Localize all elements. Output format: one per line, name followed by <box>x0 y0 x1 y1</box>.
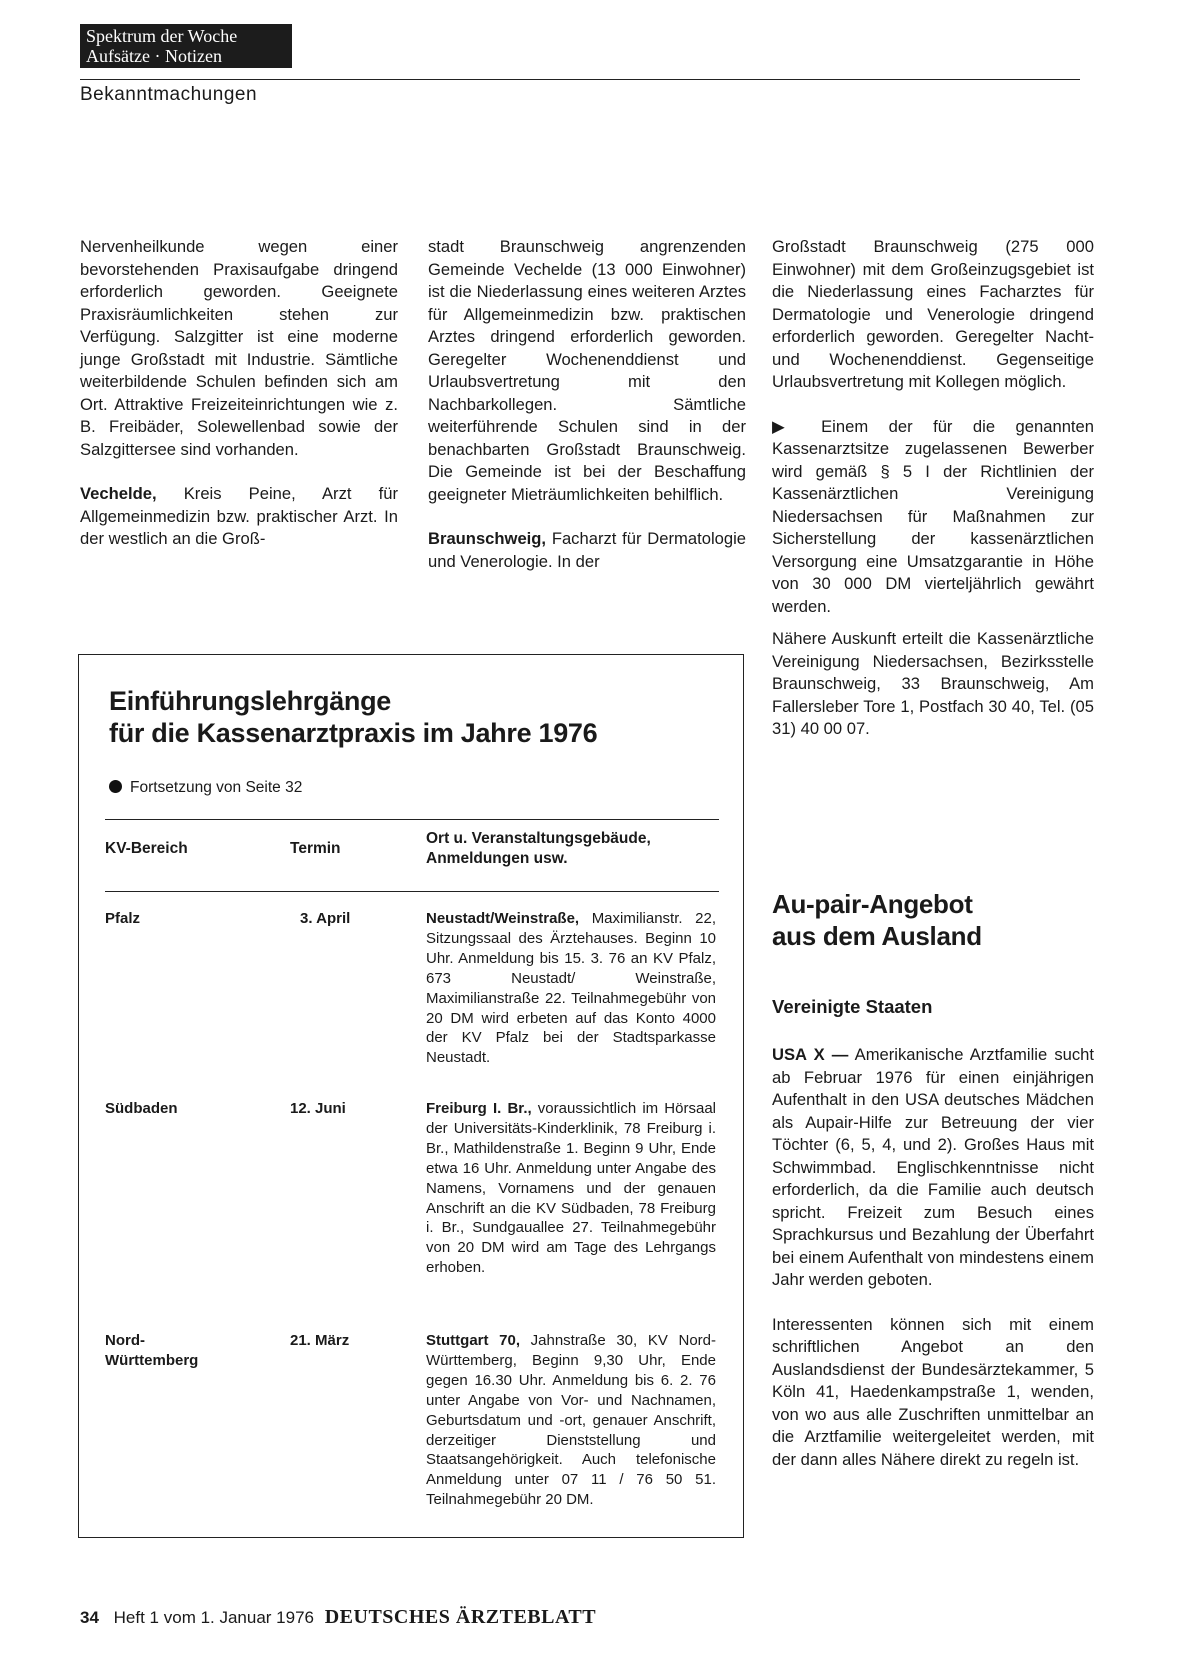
table-row-ort <box>426 1331 716 1510</box>
aupair-title-line-1: Au-pair-Angebot <box>772 889 973 919</box>
aupair-title-line-2: aus dem Ausland <box>772 921 982 951</box>
col1-paragraph-2 <box>80 483 398 551</box>
box-title-line-1: Einführungslehrgänge <box>109 686 392 716</box>
table-row-termin: 12. Juni <box>290 1100 346 1117</box>
aupair-paragraph-2: Interessenten können sich mit einem schriftlichen Angebot an den Auslandsdienst der Bundesärztekammer, 5 Köln 41, Haedenkampstraße 1, wenden, von wo aus alle Zuschriften unmittelbar an die Arztfamilie weitergeleitet werden, mit der dann alles Nähere direkt zu regeln ist. <box>772 1314 1094 1469</box>
column-header-ort <box>426 829 651 869</box>
table-row-ort <box>426 1099 716 1278</box>
table-row-kv-line-2: Württemberg <box>105 1351 199 1369</box>
aupair-subtitle: Vereinigte Staaten <box>772 996 933 1017</box>
course-box <box>78 654 744 1538</box>
magazine-title: DEUTSCHES ÄRZTEBLATT <box>324 1606 597 1628</box>
aupair-paragraph-1-text: Amerikanische Arztfamilie sucht ab Februar 1976 für einen einjährigen Aufenthalt in den USA deutsches Mädchen als Aupair-Hilfe zur Betreuung der vier Töchter (6, 5, 4, und 2). Großes Haus mit Schwimmbad. Englischkenntnisse nicht erforderlich, da die Familie auch deutsch spricht. Freizeit zum Besuch eines Sprachkursus und Bezahlung der Überfahrt bei einem Aufenthalt von mindestens einem Jahr werden geboten. <box>772 1045 1094 1289</box>
table-top-rule <box>105 819 719 820</box>
badge-line-1: Spektrum der Woche <box>86 26 238 46</box>
issue-info: Heft 1 vom 1. Januar 1976 <box>113 1608 314 1627</box>
col2-paragraph-2-text: Facharzt für Dermatologie und Venerologie. In der <box>428 529 746 571</box>
badge-line-2: Aufsätze · Notizen <box>86 46 222 66</box>
table-row-ort-place: Stuttgart 70, <box>426 1332 520 1349</box>
triangle-marker-icon: ▶ <box>772 416 801 436</box>
column-2 <box>428 236 746 573</box>
page-footer <box>80 1606 596 1629</box>
col3-paragraph-2-text: Einem der für die genannten Kassenarztsitze zugelassenen Bewerber wird gemäß § 5 I der Richtlinien der Kassenärztlichen Vereinigung Niedersachsen für Maßnahmen zur Sicherstellung der kassenärztlichen Versorgung eine Umsatzgarantie in Höhe von 30 000 DM vierteljährlich gewährt werden. <box>772 416 1094 616</box>
col2-paragraph-1: stadt Braunschweig angrenzenden Gemeinde Vechelde (13 000 Einwohner) ist die Niederlassung eines weiteren Arztes für Allgemeinmedizin bzw. praktischen Arztes dringend erforderlich geworden. Geregelter Wochenenddienst und Urlaubsvertretung mit den Nachbarkollegen. Sämtliche weiterführende Schulen sind in der benachbarten Großstadt Braunschweig. Die Gemeinde ist bei der Beschaffung geeigneter Mieträumlichkeiten behilflich. <box>428 237 746 504</box>
col1-paragraph-2-text: Kreis Peine, Arzt für Allgemeinmedizin bzw. praktischer Arzt. In der westlich an die Groß- <box>80 484 398 548</box>
bullet-dot-icon <box>109 780 122 793</box>
aupair-paragraph-1 <box>772 1044 1094 1292</box>
column-1 <box>80 236 398 551</box>
aupair-code: USA X — <box>772 1045 849 1064</box>
column-header-termin: Termin <box>290 840 341 857</box>
column-3 <box>772 236 1094 741</box>
col1-paragraph-1: Nervenheilkunde wegen einer bevorstehenden Praxisaufgabe dringend erforderlich geworden. Geeignete Praxisräumlichkeiten stehen zur Verfügung. Salzgitter ist eine moderne junge Großstadt mit Industrie. Sämtliche weiterbildende Schulen befinden sich am Ort. Attraktive Freizeiteinrichtungen wie z. B. Freibäder, Solewellenbad sowie der Salzgittersee sind vorhanden. <box>80 237 398 459</box>
box-title-line-2: für die Kassenarztpraxis im Jahre 1976 <box>109 718 598 748</box>
table-row-ort <box>426 909 716 1068</box>
section-label: Bekanntmachungen <box>80 84 258 105</box>
col1-place-vechelde: Vechelde, <box>80 484 157 503</box>
col3-paragraph-3: Nähere Auskunft erteilt die Kassenärztliche Vereinigung Niedersachsen, Bezirksstelle Braunschweig, 33 Braunschweig, Am Fallersleber Tore 1, Postfach 30 40, Tel. (05 31) 40 00 07. <box>772 629 1094 738</box>
continuation-note-text: Fortsetzung von Seite 32 <box>130 779 303 796</box>
continuation-note <box>109 779 302 797</box>
section-badge <box>80 24 292 68</box>
table-row-termin: 21. März <box>290 1332 350 1349</box>
table-row-ort-text: Maximilianstr. 22, Sitzungssaal des Ärztehauses. Beginn 10 Uhr. Anmeldung bis 15. 3. 76 an KV Pfalz, 673 Neustadt/ Weinstraße, Maximilianstraße 22. Teilnahmegebühr von 20 DM wird erbeten auf das Konto 4000 der KV Pfalz bei der Stadtsparkasse Neustadt. <box>426 910 716 1067</box>
table-row-kv: Pfalz <box>105 910 141 927</box>
column-header-kv: KV-Bereich <box>105 840 188 857</box>
col3-paragraph-1: Großstadt Braunschweig (275 000 Einwohner) mit dem Großeinzugsgebiet ist die Niederlassung eines Facharztes für Dermatologie und Venerologie dringend erforderlich geworden. Geregelter Nacht- und Wochenenddienst. Gegenseitige Urlaubsvertretung mit Kollegen möglich. <box>772 237 1094 391</box>
aupair-title <box>772 888 982 952</box>
col2-place-braunschweig: Braunschweig, <box>428 529 547 548</box>
column-header-ort-line-1: Ort u. Veranstaltungsgebäude, <box>426 830 651 847</box>
table-row-ort-text: Jahnstraße 30, KV Nord-Württemberg, Beginn 9,30 Uhr, Ende gegen 16.30 Uhr. Anmeldung bis 6. 2. 76 unter Angabe von Vor- und Nachnamen, Geburtsdatum und -ort, genauer Anschrift, derzeitiger Dienststellung und Staatsangehörigkeit. Auch telefonische Anmeldung unter 07 11 / 76 50 51. Teilnahmegebühr 20 DM. <box>426 1332 717 1509</box>
column-header-ort-line-2: Anmeldungen usw. <box>426 850 568 867</box>
col2-paragraph-2 <box>428 528 746 573</box>
table-row-kv: Südbaden <box>105 1100 178 1117</box>
col3-paragraph-2 <box>772 416 1094 619</box>
table-row-ort-text: voraussichtlich im Hörsaal der Universitäts-Kinderklinik, 78 Freiburg i. Br., Mathildenstraße 1. Beginn 9 Uhr, Ende etwa 16 Uhr. Anmeldung unter Angabe des Namens, Vornamens und der genauen Anschrift an die KV Südbaden, 78 Freiburg i. Br., Sundgauallee 27. Teilnahmegebühr von 20 DM wird am Tage des Lehrgangs erhoben. <box>426 1100 716 1277</box>
page-number: 34 <box>80 1608 99 1627</box>
table-row-termin: 3. April <box>300 910 351 927</box>
header-rule <box>80 79 1080 80</box>
table-row-kv <box>105 1331 198 1371</box>
box-title <box>109 685 597 749</box>
table-row-ort-place: Neustadt/Weinstraße, <box>426 910 580 927</box>
table-row-kv-line-1: Nord- <box>105 1332 145 1349</box>
aupair-body <box>772 1044 1094 1471</box>
table-row-ort-place: Freiburg I. Br., <box>426 1100 532 1117</box>
table-header-rule <box>105 891 719 892</box>
